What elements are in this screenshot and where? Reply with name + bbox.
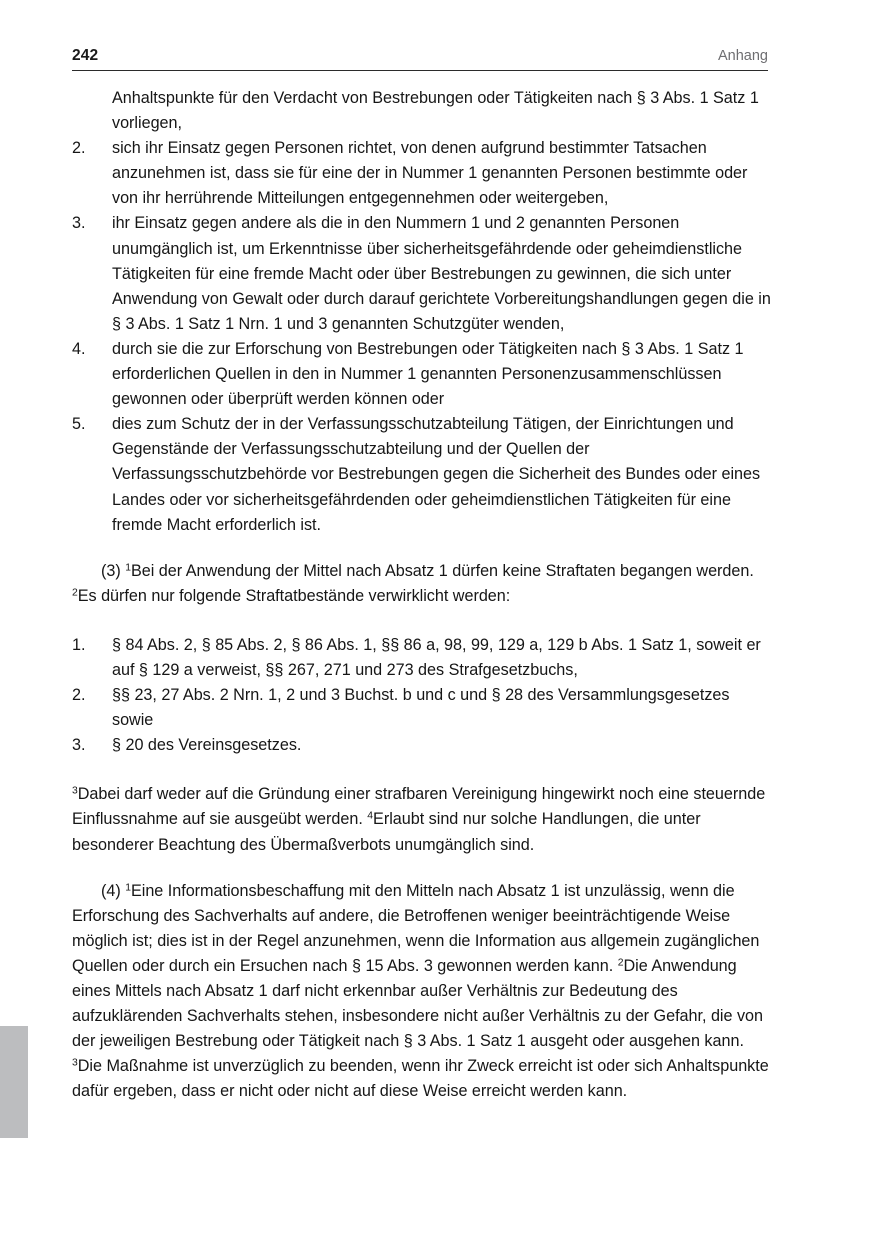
text-column: [72, 86, 772, 1104]
list-item-number: 2.: [72, 686, 86, 705]
list-item-text: dies zum Schutz der in der Verfassungsschutzabteilung Tätigen, der Einrichtungen und Gegenstände der Verfassungsschutzabteilung und der Quellen der Verfassungsschutzbehörde vor Bestrebungen gegen die Sicherheit des Bundes oder eines Landes oder vor sicherheitsgefährdenden oder geheimdienstlichen Tätigkeiten für eine fremde Macht erforderlich ist.: [112, 415, 761, 534]
paragraph-absatz-4: [72, 879, 772, 1105]
list-item-text: sich ihr Einsatz gegen Personen richtet, von denen aufgrund bestimmter Tatsachen anzunehmen ist, dass sie für eine der in Nummer 1 genannten Personen bestimmte oder von ihr herrührende Mitteilungen entgegennehmen oder weitergeben,: [112, 139, 748, 208]
list-item: [72, 733, 772, 758]
list-item: [72, 412, 772, 537]
sentence-marker: 3: [72, 1057, 78, 1069]
spacer: [72, 538, 772, 559]
spacer: [72, 858, 772, 879]
list-item: [72, 683, 772, 733]
list-item-number: 3.: [72, 736, 86, 755]
list-item-number: 2.: [72, 139, 86, 158]
spacer: [72, 758, 772, 782]
absatz-4-sentence-3: Die Maßnahme ist unverzüglich zu beenden, wenn ihr Zweck erreicht ist oder sich Anhaltspunkte dafür ergeben, dass er nicht oder nicht auf diese Weise erreicht werden kann.: [72, 1057, 769, 1101]
spacer: [72, 609, 772, 633]
list-item: [72, 211, 772, 336]
list-item-number: 3.: [72, 214, 86, 233]
running-head-title: Anhang: [718, 48, 768, 64]
list-item-text: durch sie die zur Erforschung von Bestrebungen oder Tätigkeiten nach § 3 Abs. 1 Satz 1 erforderlichen Quellen in den in Nummer 1 genannten Personenzusammenschlüssen gewonnen oder überprüft werden können oder: [112, 339, 744, 409]
sentence-marker: 2: [72, 587, 78, 599]
thumb-index-tab: [0, 1026, 28, 1138]
sentence-marker: 2: [617, 957, 624, 969]
list-absatz-2: [72, 136, 772, 538]
list-item-text: §§ 23, 27 Abs. 2 Nrn. 1, 2 und 3 Buchst. b und c und § 28 des Versammlungsgesetzes sowie: [112, 686, 730, 730]
running-head: [72, 48, 768, 71]
list-item-text: § 84 Abs. 2, § 85 Abs. 2, § 86 Abs. 1, §§ 86 a, 98, 99, 129 a, 129 b Abs. 1 Satz 1, soweit er auf § 129 a verweist, §§ 267, 271 und 273 des Strafgesetzbuchs,: [112, 635, 761, 679]
absatz-4-label: (4): [101, 881, 121, 900]
absatz-3-sentence-3: Dabei darf weder auf die Gründung einer strafbaren Vereinigung hingewirkt noch eine steuernde Einflussnahme auf sie ausgeübt werden.: [72, 785, 766, 829]
list-item-number: 1.: [72, 635, 86, 654]
list-item: [72, 136, 772, 211]
paragraph-absatz-3-tail: [72, 782, 772, 857]
page-number: 242: [72, 47, 99, 64]
list-item-number: 4.: [72, 339, 86, 358]
absatz-3-sentence-1: Bei der Anwendung der Mittel nach Absatz 1 dürfen keine Straftaten begangen werden.: [130, 561, 754, 580]
list-item: [72, 337, 772, 412]
list-item-text: ihr Einsatz gegen andere als die in den Nummern 1 und 2 genannten Personen unumgänglich ist, um Erkenntnisse über sicherheitsgefährdende oder geheimdienstliche Tätigkeiten für eine fremde Macht oder über Bestrebungen zu gewinnen, die sich unter Anwendung von Gewalt oder durch darauf gerichtete Vorbereitungshandlungen gegen die in § 3 Abs. 1 Satz 1 Nrn. 1 und 3 genannten Schutzgüter wenden,: [112, 214, 771, 333]
absatz-4-sentence-2: Die Anwendung eines Mittels nach Absatz 1 darf nicht erkennbar außer Verhältnis zur Bedeutung des aufzuklärenden Sachverhalts stehen, insbesondere nicht außer Verhältnis zu der Gefahr, die von der jeweiligen Bestrebung oder Tätigkeit nach § 3 Abs. 1 Satz 1 ausgeht oder ausgehen kann.: [72, 956, 764, 1051]
sentence-marker: 3: [72, 785, 78, 797]
list-item-number: 5.: [72, 415, 86, 434]
absatz-4-sentence-1: Eine Informationsbeschaffung mit den Mitteln nach Absatz 1 ist unzulässig, wenn die Erforschung des Sachverhalts auf andere, die Betroffenen weniger beeinträchtigende Weise möglich ist; dies ist in der Regel anzunehmen, wenn die Information aus allgemein zugänglichen Quellen oder durch ein Ersuchen nach § 15 Abs. 3 gewonnen werden kann.: [72, 881, 760, 975]
sentence-marker: 1: [125, 562, 131, 574]
list-item: [72, 633, 772, 683]
paragraph-absatz-3: [72, 559, 772, 609]
absatz-3-label: (3): [101, 561, 121, 580]
absatz-3-sentence-4: Erlaubt sind nur solche Handlungen, die unter besonderer Beachtung des Übermaßverbots unumgänglich sind.: [72, 810, 701, 854]
absatz-3-sentence-2: Es dürfen nur folgende Straftatbestände verwirklicht werden:: [77, 586, 511, 605]
sentence-marker: 4: [367, 811, 374, 823]
list-absatz-3: [72, 633, 772, 758]
list-item-text: § 20 des Vereinsgesetzes.: [112, 736, 302, 755]
sentence-marker: 1: [125, 882, 131, 894]
continued-list-item: Anhaltspunkte für den Verdacht von Bestrebungen oder Tätigkeiten nach § 3 Abs. 1 Satz 1 vorliegen,: [112, 89, 759, 133]
